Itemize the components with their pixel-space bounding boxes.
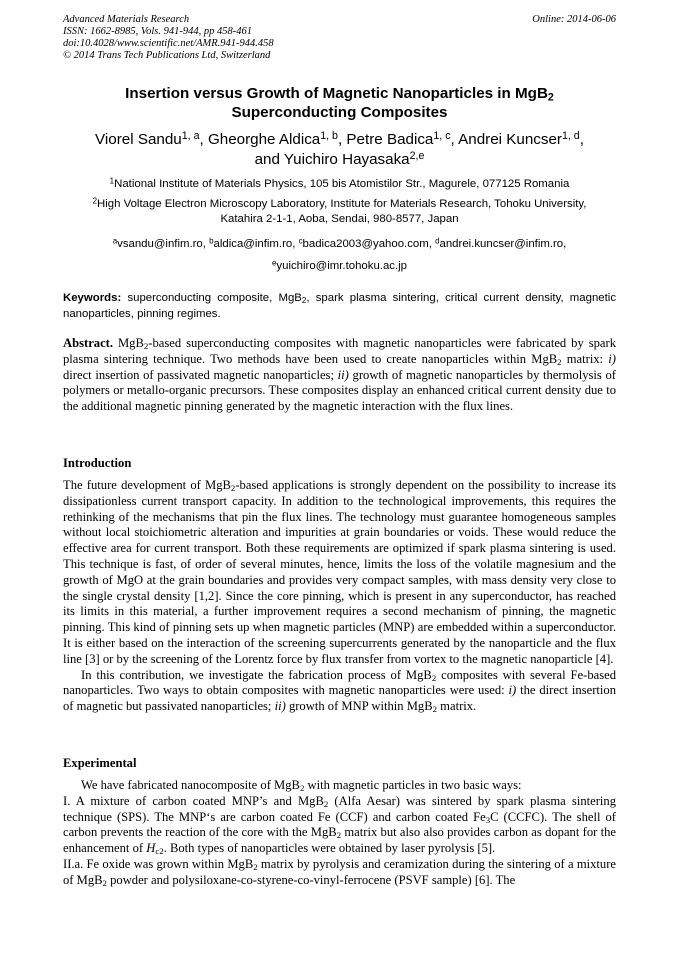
section-heading-introduction: Introduction [63, 456, 132, 470]
author-name: Gheorghe Aldica [207, 131, 321, 148]
paper-title [63, 84, 616, 122]
journal-header [63, 14, 616, 62]
paragraph: We have fabricated nanocomposite of MgB$_2$ with magnetic particles in two basic ways: [81, 778, 522, 794]
journal-name: Advanced Materials Research [63, 14, 190, 25]
email-link[interactable]: vsandu@infim.ro, [117, 238, 206, 250]
author-name: Andrei Kuncser [458, 131, 562, 148]
keywords: Keywords: superconducting composite, MgB$_2$, spark plasma sintering, critical current density, magnetic nanoparticles, pinning regimes. [63, 292, 617, 320]
authors-line-2: and Yuichiro Hayasaka$^{2,e}$ [254, 150, 425, 168]
title-line-1: Insertion versus Growth of Magnetic Nanoparticles in MgB$_2$ [125, 85, 554, 104]
journal-copyright: © 2014 Trans Tech Publications Ltd, Switzerland [63, 50, 271, 61]
paragraph: The future development of MgB$_2$-based applications is strongly dependent on the possibility to increase its dissipationless current transport capacity. In addition to the technological improvements, this requires the rethinking of the mechanisms that pin the flux lines. The technology must guarantee homogeneous samples without local stoichiometric alteration and impurities at grain boundaries or voids. These would reduce the effective area for current transport. Both these requirements are optimized if spark plasma sintering is used. This technique is fast, of order of several minutes, hence, limits the loss of the volatile magnesium and the growth of MgO at the grain boundaries and provides very compact samples, with mass density very close to the single crystal density [1,2]. Since the core pinning, which is present in any superconductor, has reached its limits in this material, a further improvement requires a second mechanism of pinning, the magnetic pinning. This kind of pinning sets up when magnetic particles (MNP) are embedded within a superconductor. It is either based on the interaction of the screening supercurrents generated by the nanoparticle and the flux line [3] or by the screening of the Lorentz force by flux transfer from vortex to the magnetic nanoparticle [4]. [63, 478, 616, 666]
email-link[interactable]: andrei.kuncser@infim.ro, [439, 238, 567, 250]
authors-line-1: Viorel Sandu$^{1, a}$, Gheorghe Aldica$^{1, b}$, Petre Badica$^{1, c}$, Andrei Kuncser$^{1, d}$, [95, 130, 584, 148]
affiliation-1: $^1$National Institute of Materials Physics, 105 bis Atomistilor Str., Magurele, 077125 Romania [109, 176, 570, 190]
author-emails: $^a$vsandu@infim.ro, $^b$aldica@infim.ro, $^c$badica2003@yahoo.com, $^d$andrei.kuncser@infim.ro, $^e$yuichiro@imr.tohoku.ac.jp [112, 236, 567, 272]
paragraph: In this contribution, we investigate the fabrication process of MgB$_2$ composites with several Fe-based nanoparticles. Two ways to obtain composites with magnetic nanoparticles were used: i) the direct insertion of magnetic but passivated nanoparticles; ii) growth of MNP within MgB$_2$ matrix. [63, 667, 616, 715]
email-link[interactable]: aldica@infim.ro, [213, 238, 296, 250]
journal-issn: ISSN: 1662-8985, Vols. 941-944, pp 458-461 [63, 26, 252, 37]
email-link[interactable]: yuichiro@imr.tohoku.ac.jp [276, 260, 408, 272]
abstract: Abstract. MgB$_2$-based superconducting composites with magnetic nanoparticles were fabricated by spark plasma sintering technique. Two methods have been used to create nanoparticles within MgB$_2$ matrix: i) direct insertion of passivated magnetic nanoparticles; ii) growth of magnetic nanoparticles by thermolysis of polymers or metallo-organic precursors. These composites display an enhanced critical current density due to the additional magnetic pinning generated by the magnetic interaction with the flux lines. [63, 336, 617, 414]
introduction-text [63, 478, 616, 715]
title-line-2: Superconducting Composites [231, 104, 448, 121]
author-name: and Yuichiro Hayasaka [254, 151, 410, 168]
author-name: Petre Badica [346, 131, 434, 148]
affiliation-2: $^2$High Voltage Electron Microscopy Laboratory, Institute for Materials Research, Tohoku University, Katahira 2-1-1, Aoba, Sendai, 980-8577, Japan [92, 196, 587, 225]
email-link[interactable]: badica2003@yahoo.com, [302, 238, 432, 250]
keywords-label: Keywords: [63, 292, 122, 304]
paragraph: II.a. Fe oxide was grown within MgB$_2$ matrix by pyrolysis and ceramization during the sintering of a mixture of MgB$_2$ powder and polysiloxane-co-styrene-co-vinyl-ferrocene (PSVF sample) [6]. The [63, 856, 616, 888]
abstract-label: Abstract. [63, 336, 114, 350]
author-list [63, 130, 616, 170]
experimental-text [63, 778, 616, 889]
paragraph: I. A mixture of carbon coated MNP’s and MgB$_2$ (Alfa Aesar) was sintered by spark plasma sintering technique (SPS). The MNP‘s are carbon coated Fe (CCF) and carbon coated $Fe_3C$ (CCFC). The shell of carbon prevents the reaction of the core with the MgB$_2$ matrix but also also provides carbon as dopant for the enhancement of $H_{c2}$. Both types of nanoparticles were obtained by laser pyrolysis [5]. [63, 793, 616, 857]
author-name: Viorel Sandu [95, 131, 182, 148]
journal-doi: doi:10.4028/www.scientific.net/AMR.941-944.458 [63, 38, 274, 49]
section-heading-experimental: Experimental [63, 756, 137, 770]
online-date: Online: 2014-06-06 [532, 14, 616, 25]
